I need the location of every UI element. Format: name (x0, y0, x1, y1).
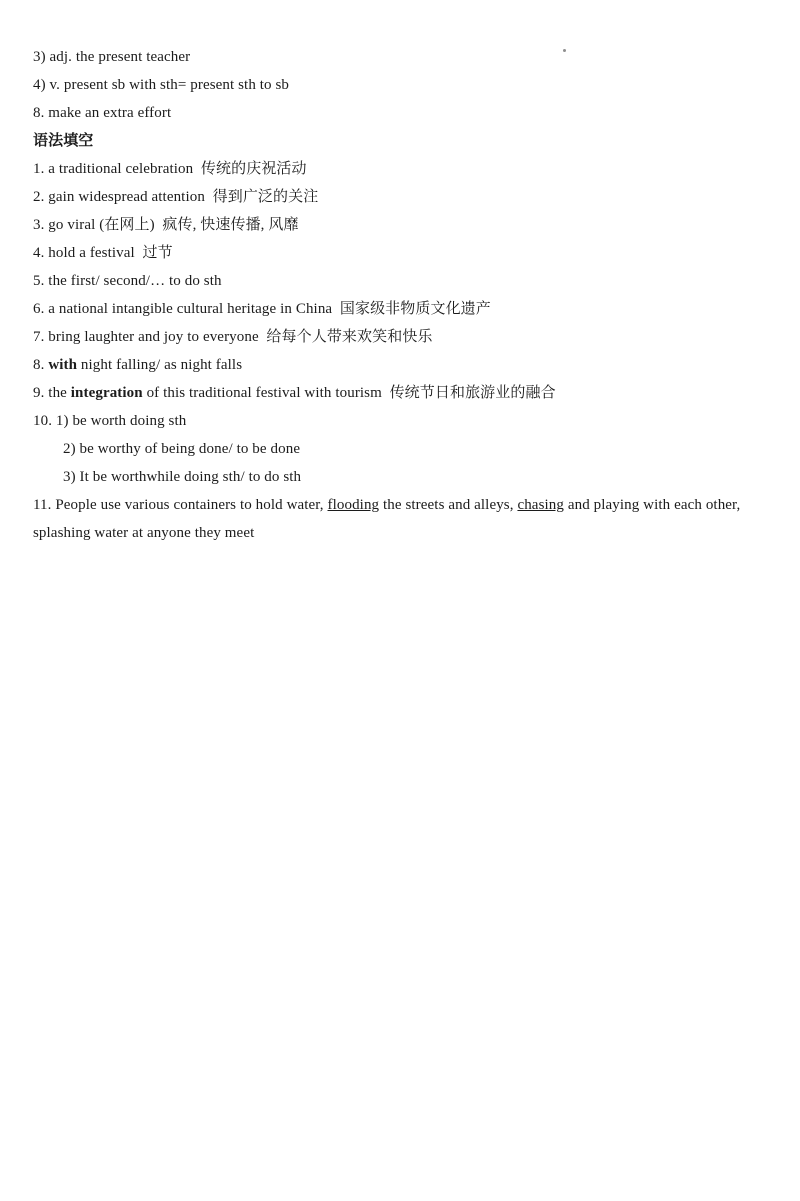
doc-line-item-1: 1. a traditional celebration 传统的庆祝活动 (33, 161, 307, 177)
section-heading-grammar-fill: 语法填空 (33, 133, 94, 149)
line-text: night falling/ as night falls (77, 357, 243, 373)
doc-line-item-10-2: 2) be worthy of being done/ to be done (63, 441, 301, 457)
line-text: the streets and alleys, (379, 497, 518, 513)
doc-line-item-8 (33, 351, 782, 379)
line-text: of this traditional festival with tourism 传统节日和旅游业的融合 (142, 385, 556, 401)
doc-line-item-9 (33, 379, 782, 407)
doc-line-present-adj: 3) adj. the present teacher (33, 49, 191, 65)
line-text: 11. People use various containers to hold water, (33, 497, 328, 513)
scan-artifact-dot (563, 49, 566, 52)
line-text: 8. (33, 357, 49, 373)
doc-line-item-3: 3. go viral (在网上) 疯传, 快速传播, 风靡 (33, 217, 299, 233)
doc-line-item-2: 2. gain widespread attention 得到广泛的关注 (33, 189, 319, 205)
doc-line-item-7: 7. bring laughter and joy to everyone 给每个人带来欢笑和快乐 (33, 329, 433, 345)
doc-line-item-10-1: 10. 1) be worth doing sth (33, 413, 187, 429)
doc-line-item-11-continuation: splashing water at anyone they meet (33, 525, 255, 541)
bold-word-with: with (48, 357, 78, 373)
doc-line-extra-effort: 8. make an extra effort (33, 105, 172, 121)
underlined-word-flooding: flooding (327, 497, 380, 513)
doc-line-item-4: 4. hold a festival 过节 (33, 245, 173, 261)
line-text: and playing with each other, (563, 497, 741, 513)
doc-line-item-6: 6. a national intangible cultural heritage in China 国家级非物质文化遗产 (33, 301, 491, 317)
doc-line-present-verb: 4) v. present sb with sth= present sth to sb (33, 77, 290, 93)
bold-word-integration: integration (70, 385, 143, 401)
doc-line-item-5: 5. the first/ second/… to do sth (33, 273, 222, 289)
line-text: 9. the (33, 385, 71, 401)
doc-line-item-11 (33, 491, 782, 519)
underlined-word-chasing: chasing (517, 497, 564, 513)
doc-line-item-10-3: 3) It be worthwhile doing sth/ to do sth (63, 469, 302, 485)
